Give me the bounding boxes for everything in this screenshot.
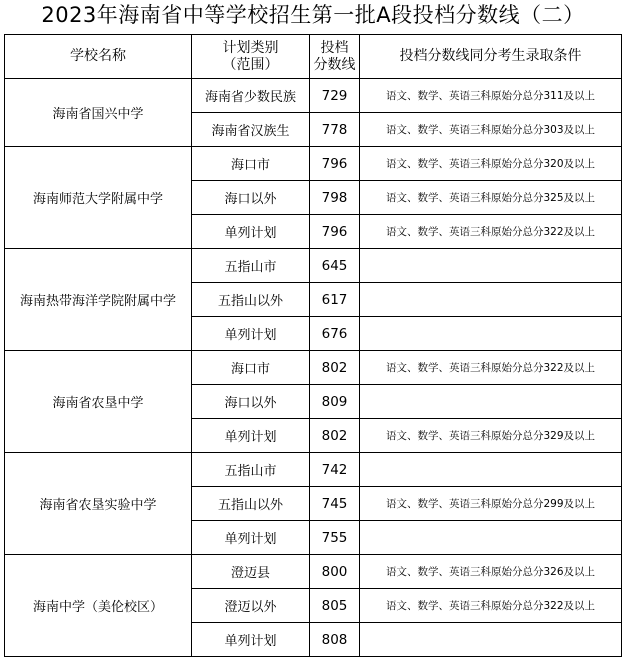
plan-category: 澄迈县 bbox=[192, 555, 310, 589]
tie-condition bbox=[360, 385, 622, 419]
tie-condition: 语文、数学、英语三科原始分总分320及以上 bbox=[360, 147, 622, 181]
cutoff-score: 809 bbox=[310, 385, 360, 419]
cutoff-score: 802 bbox=[310, 351, 360, 385]
page-title: 2023年海南省中等学校招生第一批A段投档分数线（二） bbox=[41, 3, 585, 27]
school-name: 海南热带海洋学院附属中学 bbox=[5, 249, 192, 351]
cutoff-score: 808 bbox=[310, 623, 360, 657]
header-school-name: 学校名称 bbox=[5, 35, 192, 79]
tie-condition: 语文、数学、英语三科原始分总分326及以上 bbox=[360, 555, 622, 589]
table-row bbox=[5, 453, 622, 487]
header-score-line2: 分数线 bbox=[313, 56, 356, 73]
school-name: 海南中学（美伦校区） bbox=[5, 555, 192, 657]
plan-category: 单列计划 bbox=[192, 623, 310, 657]
tie-condition: 语文、数学、英语三科原始分总分322及以上 bbox=[360, 589, 622, 623]
cutoff-score: 778 bbox=[310, 113, 360, 147]
plan-category: 单列计划 bbox=[192, 317, 310, 351]
tie-condition bbox=[360, 453, 622, 487]
plan-category: 海口市 bbox=[192, 147, 310, 181]
school-name: 海南省国兴中学 bbox=[5, 79, 192, 147]
header-plan-category bbox=[192, 35, 310, 79]
tie-condition: 语文、数学、英语三科原始分总分299及以上 bbox=[360, 487, 622, 521]
tie-condition bbox=[360, 283, 622, 317]
table-row bbox=[5, 249, 622, 283]
header-score-line1: 投档 bbox=[320, 39, 349, 56]
tie-condition bbox=[360, 521, 622, 555]
plan-category: 海口市 bbox=[192, 351, 310, 385]
cutoff-score: 805 bbox=[310, 589, 360, 623]
plan-category: 五指山市 bbox=[192, 249, 310, 283]
header-tie-condition: 投档分数线同分考生录取条件 bbox=[360, 35, 622, 79]
tie-condition: 语文、数学、英语三科原始分总分311及以上 bbox=[360, 79, 622, 113]
cutoff-score: 742 bbox=[310, 453, 360, 487]
plan-category: 海南省少数民族 bbox=[192, 79, 310, 113]
school-name: 海南省农垦中学 bbox=[5, 351, 192, 453]
plan-category: 海口以外 bbox=[192, 181, 310, 215]
cutoff-score: 800 bbox=[310, 555, 360, 589]
plan-category: 单列计划 bbox=[192, 521, 310, 555]
cutoff-score: 617 bbox=[310, 283, 360, 317]
plan-category: 单列计划 bbox=[192, 419, 310, 453]
plan-category: 五指山以外 bbox=[192, 283, 310, 317]
plan-category: 海口以外 bbox=[192, 385, 310, 419]
header-score bbox=[310, 35, 360, 79]
header-plan-category-line1: 计划类别 bbox=[222, 39, 279, 56]
tie-condition: 语文、数学、英语三科原始分总分322及以上 bbox=[360, 351, 622, 385]
plan-category: 海南省汉族生 bbox=[192, 113, 310, 147]
tie-condition: 语文、数学、英语三科原始分总分329及以上 bbox=[360, 419, 622, 453]
cutoff-score: 729 bbox=[310, 79, 360, 113]
plan-category: 五指山以外 bbox=[192, 487, 310, 521]
table-header-row bbox=[5, 35, 622, 79]
table-row bbox=[5, 79, 622, 113]
cutoff-score: 798 bbox=[310, 181, 360, 215]
admission-score-table bbox=[4, 34, 622, 657]
cutoff-score: 676 bbox=[310, 317, 360, 351]
cutoff-score: 755 bbox=[310, 521, 360, 555]
plan-category: 五指山市 bbox=[192, 453, 310, 487]
cutoff-score: 645 bbox=[310, 249, 360, 283]
header-plan-category-line2: （范围） bbox=[222, 56, 279, 73]
tie-condition bbox=[360, 317, 622, 351]
table-row bbox=[5, 147, 622, 181]
cutoff-score: 796 bbox=[310, 215, 360, 249]
table-row bbox=[5, 351, 622, 385]
plan-category: 澄迈以外 bbox=[192, 589, 310, 623]
cutoff-score: 796 bbox=[310, 147, 360, 181]
school-name: 海南省农垦实验中学 bbox=[5, 453, 192, 555]
table-row bbox=[5, 555, 622, 589]
tie-condition bbox=[360, 249, 622, 283]
tie-condition: 语文、数学、英语三科原始分总分322及以上 bbox=[360, 215, 622, 249]
plan-category: 单列计划 bbox=[192, 215, 310, 249]
cutoff-score: 802 bbox=[310, 419, 360, 453]
tie-condition: 语文、数学、英语三科原始分总分325及以上 bbox=[360, 181, 622, 215]
cutoff-score: 745 bbox=[310, 487, 360, 521]
school-name: 海南师范大学附属中学 bbox=[5, 147, 192, 249]
tie-condition: 语文、数学、英语三科原始分总分303及以上 bbox=[360, 113, 622, 147]
tie-condition bbox=[360, 623, 622, 657]
